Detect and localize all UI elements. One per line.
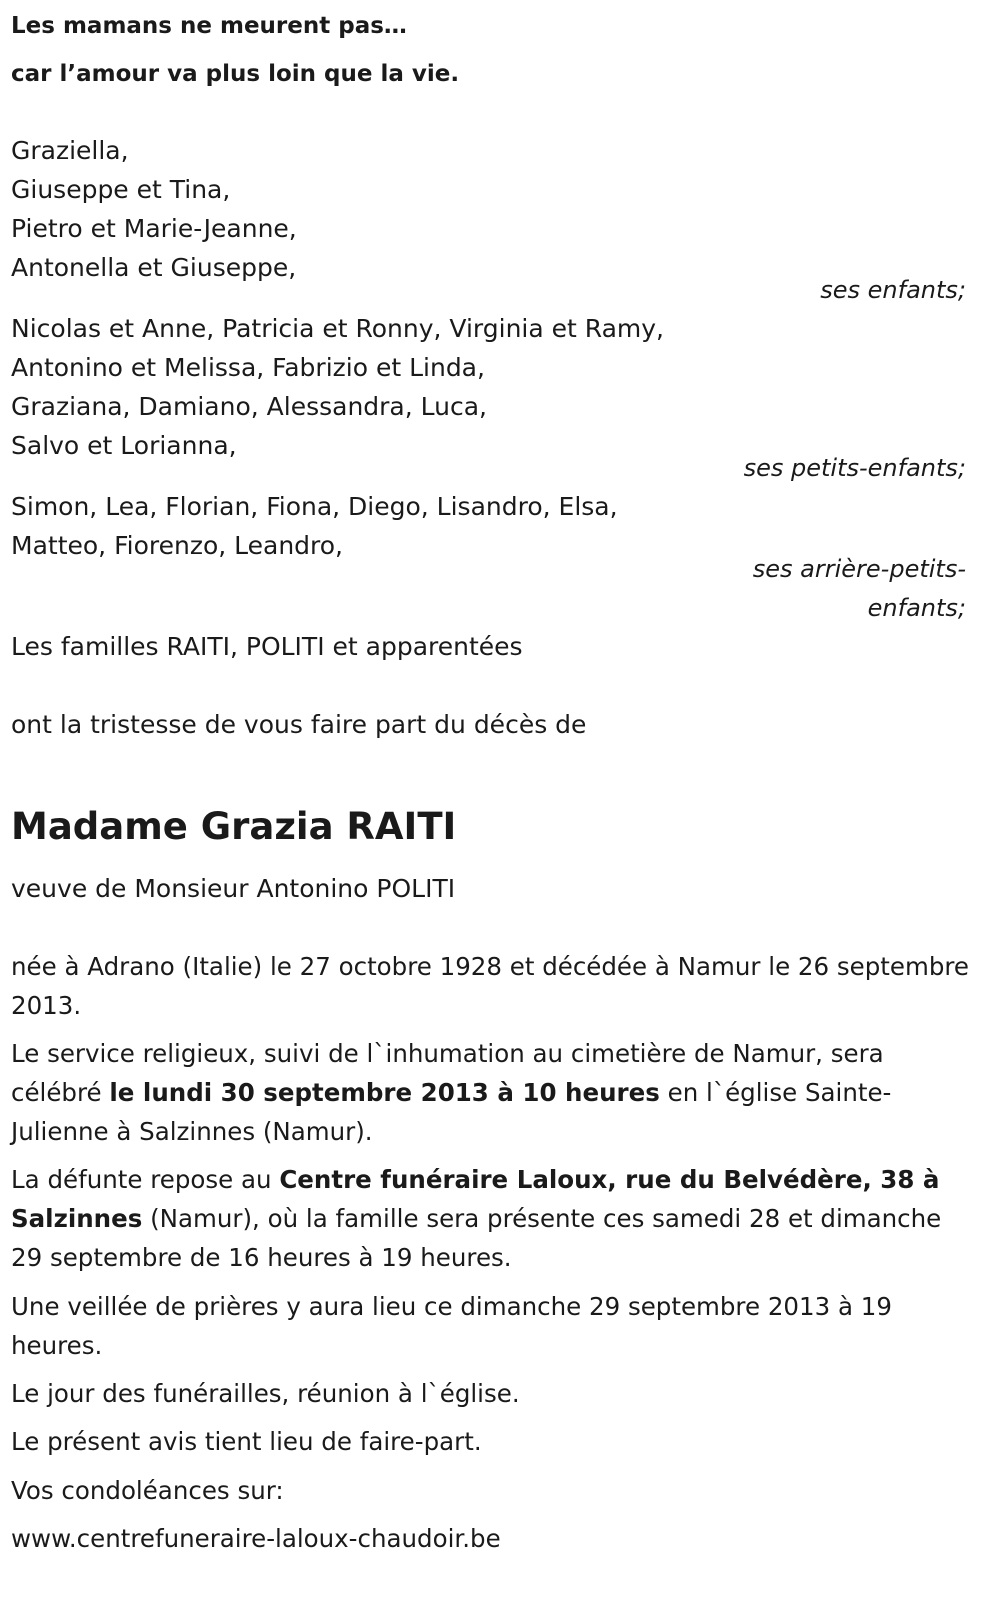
children-name-line: Giuseppe et Tina,	[11, 175, 231, 204]
great-grandchildren-name-line: Simon, Lea, Florian, Fiona, Diego, Lisandro, Elsa,	[11, 492, 618, 521]
children-name-line: Graziella,	[11, 136, 129, 165]
deceased-name: Madame Grazia RAITI	[11, 805, 457, 848]
service-text-after: en l`église Sainte-Julienne à Salzinnes (Namur).	[11, 1078, 892, 1146]
rest-paragraph	[11, 1160, 971, 1277]
service-date: le lundi 30 septembre 2013 à 10 heures	[109, 1078, 660, 1107]
announcement-line: ont la tristesse de vous faire part du décès de	[11, 710, 587, 739]
funeral-day-line: Le jour des funérailles, réunion à l`église.	[11, 1379, 520, 1408]
widow-of-line: veuve de Monsieur Antonino POLITI	[11, 874, 456, 903]
grandchildren-name-line: Salvo et Lorianna,	[11, 431, 237, 460]
great-grandchildren-role-label-line-1: ses arrière-petits-	[752, 555, 966, 583]
rest-place: Centre funéraire Laloux, rue du Belvédère, 38 à Salzinnes	[11, 1165, 940, 1233]
vigil-paragraph: Une veillée de prières y aura lieu ce dimanche 29 septembre 2013 à 19 heures.	[11, 1292, 892, 1360]
grandchildren-name-line: Antonino et Melissa, Fabrizio et Linda,	[11, 353, 485, 382]
grandchildren-name-line: Graziana, Damiano, Alessandra, Luca,	[11, 392, 487, 421]
children-role-label: ses enfants;	[820, 276, 966, 304]
families-line: Les familles RAITI, POLITI et apparentées	[11, 632, 523, 661]
birth-death-paragraph: née à Adrano (Italie) le 27 octobre 1928 et décédée à Namur le 26 septembre 2013.	[11, 952, 969, 1020]
notice-statement-line: Le présent avis tient lieu de faire-part.	[11, 1427, 482, 1456]
great-grandchildren-name-line: Matteo, Fiorenzo, Leandro,	[11, 531, 344, 560]
service-paragraph	[11, 1034, 971, 1151]
epigraph-line-1: Les mamans ne meurent pas…	[11, 13, 407, 39]
rest-text-after: (Namur), où la famille sera présente ces samedi 28 et dimanche 29 septembre de 16 heures à 19 heures.	[11, 1204, 942, 1272]
great-grandchildren-role-label-line-2: enfants;	[867, 594, 966, 622]
condolences-label: Vos condoléances sur:	[11, 1476, 284, 1505]
website-link[interactable]: www.centrefuneraire-laloux-chaudoir.be	[11, 1524, 501, 1553]
children-name-line: Pietro et Marie-Jeanne,	[11, 214, 297, 243]
rest-text-before: La défunte repose au	[11, 1165, 280, 1194]
children-name-line: Antonella et Giuseppe,	[11, 253, 297, 282]
grandchildren-role-label: ses petits-enfants;	[743, 454, 966, 482]
grandchildren-name-line: Nicolas et Anne, Patricia et Ronny, Virginia et Ramy,	[11, 314, 665, 343]
epigraph-line-2: car l’amour va plus loin que la vie.	[11, 61, 460, 87]
service-text-before: Le service religieux, suivi de l`inhumation au cimetière de Namur, sera célébré	[11, 1039, 884, 1107]
